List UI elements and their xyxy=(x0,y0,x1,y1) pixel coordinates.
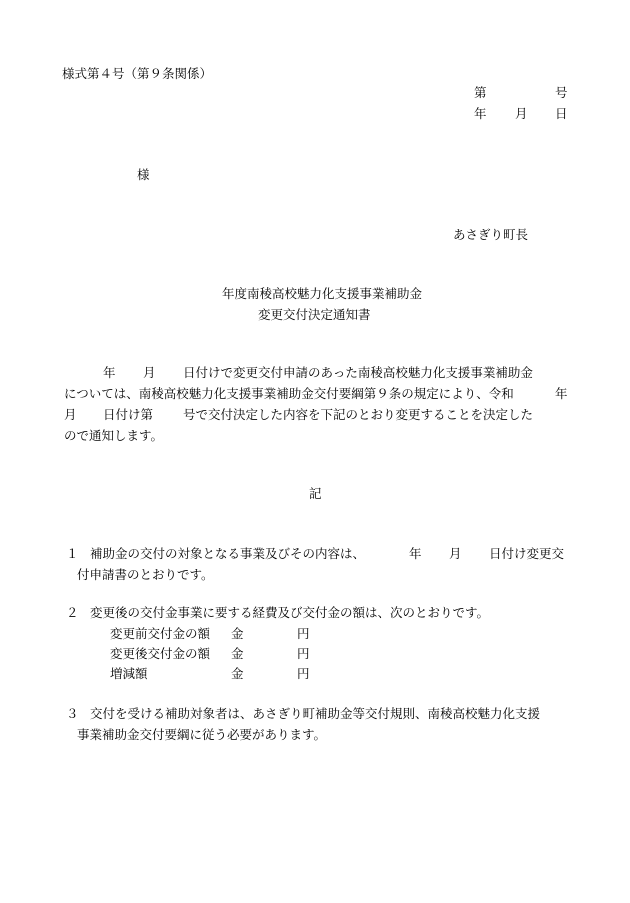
body-line3-go: 号で交付決定した内容を下記のとおり変更することを決定した xyxy=(183,407,534,422)
amount-row-kin: 金 xyxy=(231,666,244,681)
body-line2-year: 年 xyxy=(555,386,568,401)
amount-row-yen: 円 xyxy=(297,626,310,641)
body-line1: 日付けで変更交付申請のあった南稜高校魅力化支援事業補助金 xyxy=(183,365,533,380)
item-3-continuation: 事業補助金交付要綱に従う必要があります。 xyxy=(77,727,327,742)
body-line3-month: 月 xyxy=(64,407,77,422)
item-3-number: ３ xyxy=(66,706,79,721)
date-day: 日 xyxy=(555,106,568,121)
item-2-text: 変更後の交付金事業に要する経費及び交付金の額は、次のとおりです。 xyxy=(90,605,490,620)
body-line3-text: 日付け第 xyxy=(103,407,154,422)
amount-row-yen: 円 xyxy=(297,646,310,661)
item-1-text: 補助金の交付の対象となる事業及びその内容は、 xyxy=(90,546,366,561)
amount-row-label: 変更前交付金の額 xyxy=(110,626,211,641)
amount-row-label: 変更後交付金の額 xyxy=(110,646,211,661)
item-1-day-text: 日付け変更交 xyxy=(489,546,565,561)
amount-row-kin: 金 xyxy=(231,646,244,661)
item-1-month: 月 xyxy=(449,546,462,561)
item-2-number: ２ xyxy=(66,605,79,620)
body-year: 年 xyxy=(103,365,116,380)
date-year: 年 xyxy=(474,106,487,121)
item-1-continuation: 付申請書のとおりです。 xyxy=(77,567,214,582)
body-line4: ので通知します。 xyxy=(64,428,164,443)
date-month: 月 xyxy=(515,106,528,121)
body-month: 月 xyxy=(143,365,156,380)
item-3-text: 交付を受ける補助対象者は、あさぎり町補助金等交付規則、南稜高校魅力化支援 xyxy=(90,706,541,721)
document-number-prefix: 第 xyxy=(474,85,487,100)
title-line1: 年度南稜高校魅力化支援事業補助金 xyxy=(222,286,423,301)
ki-heading: 記 xyxy=(309,486,322,501)
amount-row-kin: 金 xyxy=(231,626,244,641)
issuer: あさぎり町長 xyxy=(453,227,529,242)
amount-row-label: 増減額 xyxy=(110,666,148,681)
recipient-suffix: 様 xyxy=(137,167,150,182)
body-line2: については、南稜高校魅力化支援事業補助金交付要綱第９条の規定により、令和 xyxy=(64,386,514,401)
item-1-number: １ xyxy=(66,546,79,561)
title-line2: 変更交付決定通知書 xyxy=(258,307,371,322)
item-1-year: 年 xyxy=(409,546,422,561)
document-number-suffix: 号 xyxy=(555,85,568,100)
amount-row-yen: 円 xyxy=(297,666,310,681)
form-label: 様式第４号（第９条関係） xyxy=(62,66,213,81)
